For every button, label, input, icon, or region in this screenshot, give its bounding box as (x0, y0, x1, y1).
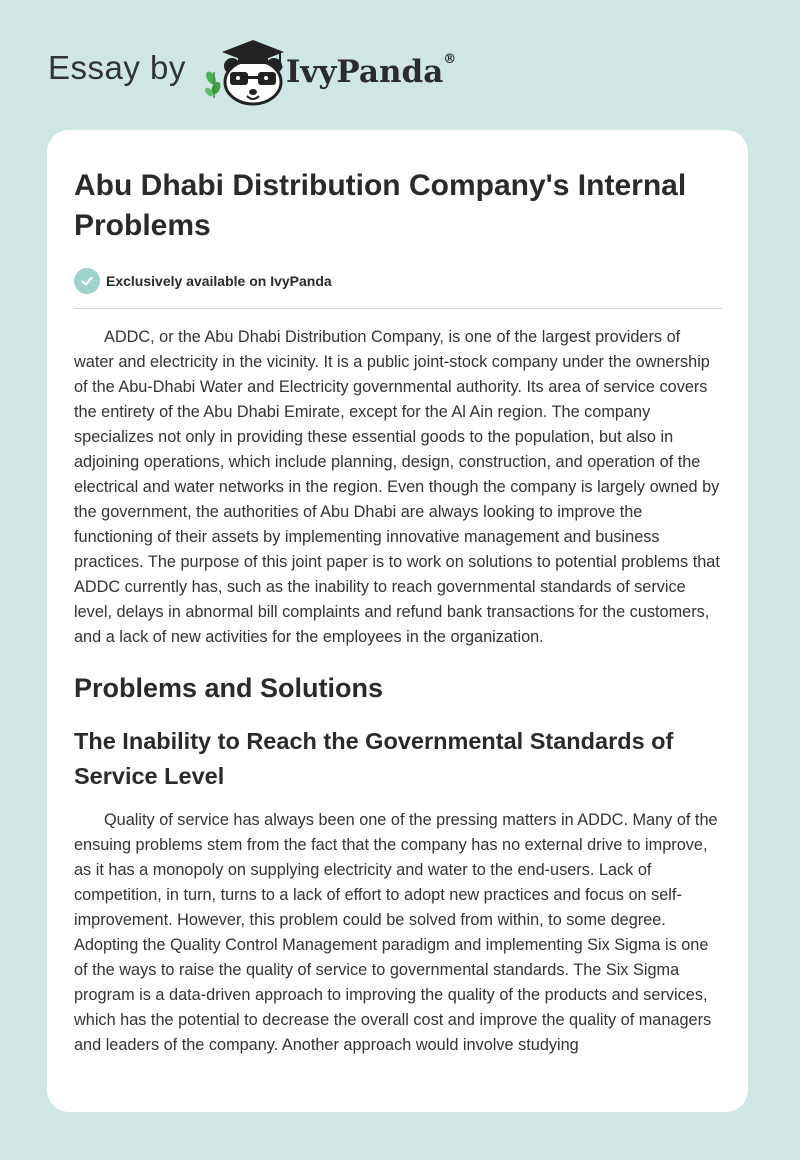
ivypanda-logo-icon[interactable] (202, 36, 288, 106)
intro-paragraph: ADDC, or the Abu Dhabi Distribution Company, is one of the largest providers of water and electricity in the vicinity. It is a public joint-stock company under the ownership of the Abu-Dhabi Water and Electricity governmental authority. Its area of service covers the entirety of the Abu Dhabi Emirate, except for the Al Ain region. The company specializes not only in providing these essential goods to the population, but also in adjoining operations, which include planning, design, construction, and operation of the electrical and water networks in the region. Even though the company is largely owned by the government, the authorities of Abu Dhabi are always looking to improve the functioning of their assets by implementing innovative management and business practices. The purpose of this joint paper is to work on solutions to potential problems that ADDC currently has, such as the inability to reach governmental standards of service level, delays in abnormal bill complaints and refund bank transactions for the customers, and a lack of new activities for the employees in the organization. (74, 328, 720, 646)
ivypanda-wordmark[interactable] (286, 54, 456, 90)
essay-by-label: Essay by (48, 49, 186, 86)
brand-name-text: IvyPanda (285, 54, 444, 90)
subsection-paragraph: Quality of service has always been one of the pressing matters in ADDC. Many of the ensuing problems stem from the fact that the company has no external drive to improve, as it has a monopoly on supplying electricity and water to the end-users. Lack of competition, in turn, turns to a lack of effort to adopt new practices and focus on self-improvement. However, this problem could be solved from within, to some degree. Adopting the Quality Control Management paradigm and implementing Six Sigma is one of the ways to raise the quality of service to governmental standards. The Six Sigma program is a data-driven approach to improving the quality of the products and services, which has the potential to decrease the overall cost and improve the quality of managers and leaders of the company. Another approach would involve studying (74, 811, 718, 1054)
site-header (48, 36, 456, 106)
section-heading: Problems and Solutions (74, 673, 384, 703)
essay-card (47, 130, 748, 1112)
page-title: Abu Dhabi Distribution Company's Internal Problems (74, 169, 687, 242)
leaf-icon (203, 70, 222, 98)
registered-mark: ® (443, 52, 457, 67)
divider (74, 308, 722, 309)
subsection-heading: The Inability to Reach the Governmental Standards of Service Level (74, 728, 674, 789)
exclusive-badge (74, 268, 722, 294)
check-icon (74, 268, 100, 294)
exclusive-label: Exclusively available on IvyPanda (106, 273, 332, 289)
